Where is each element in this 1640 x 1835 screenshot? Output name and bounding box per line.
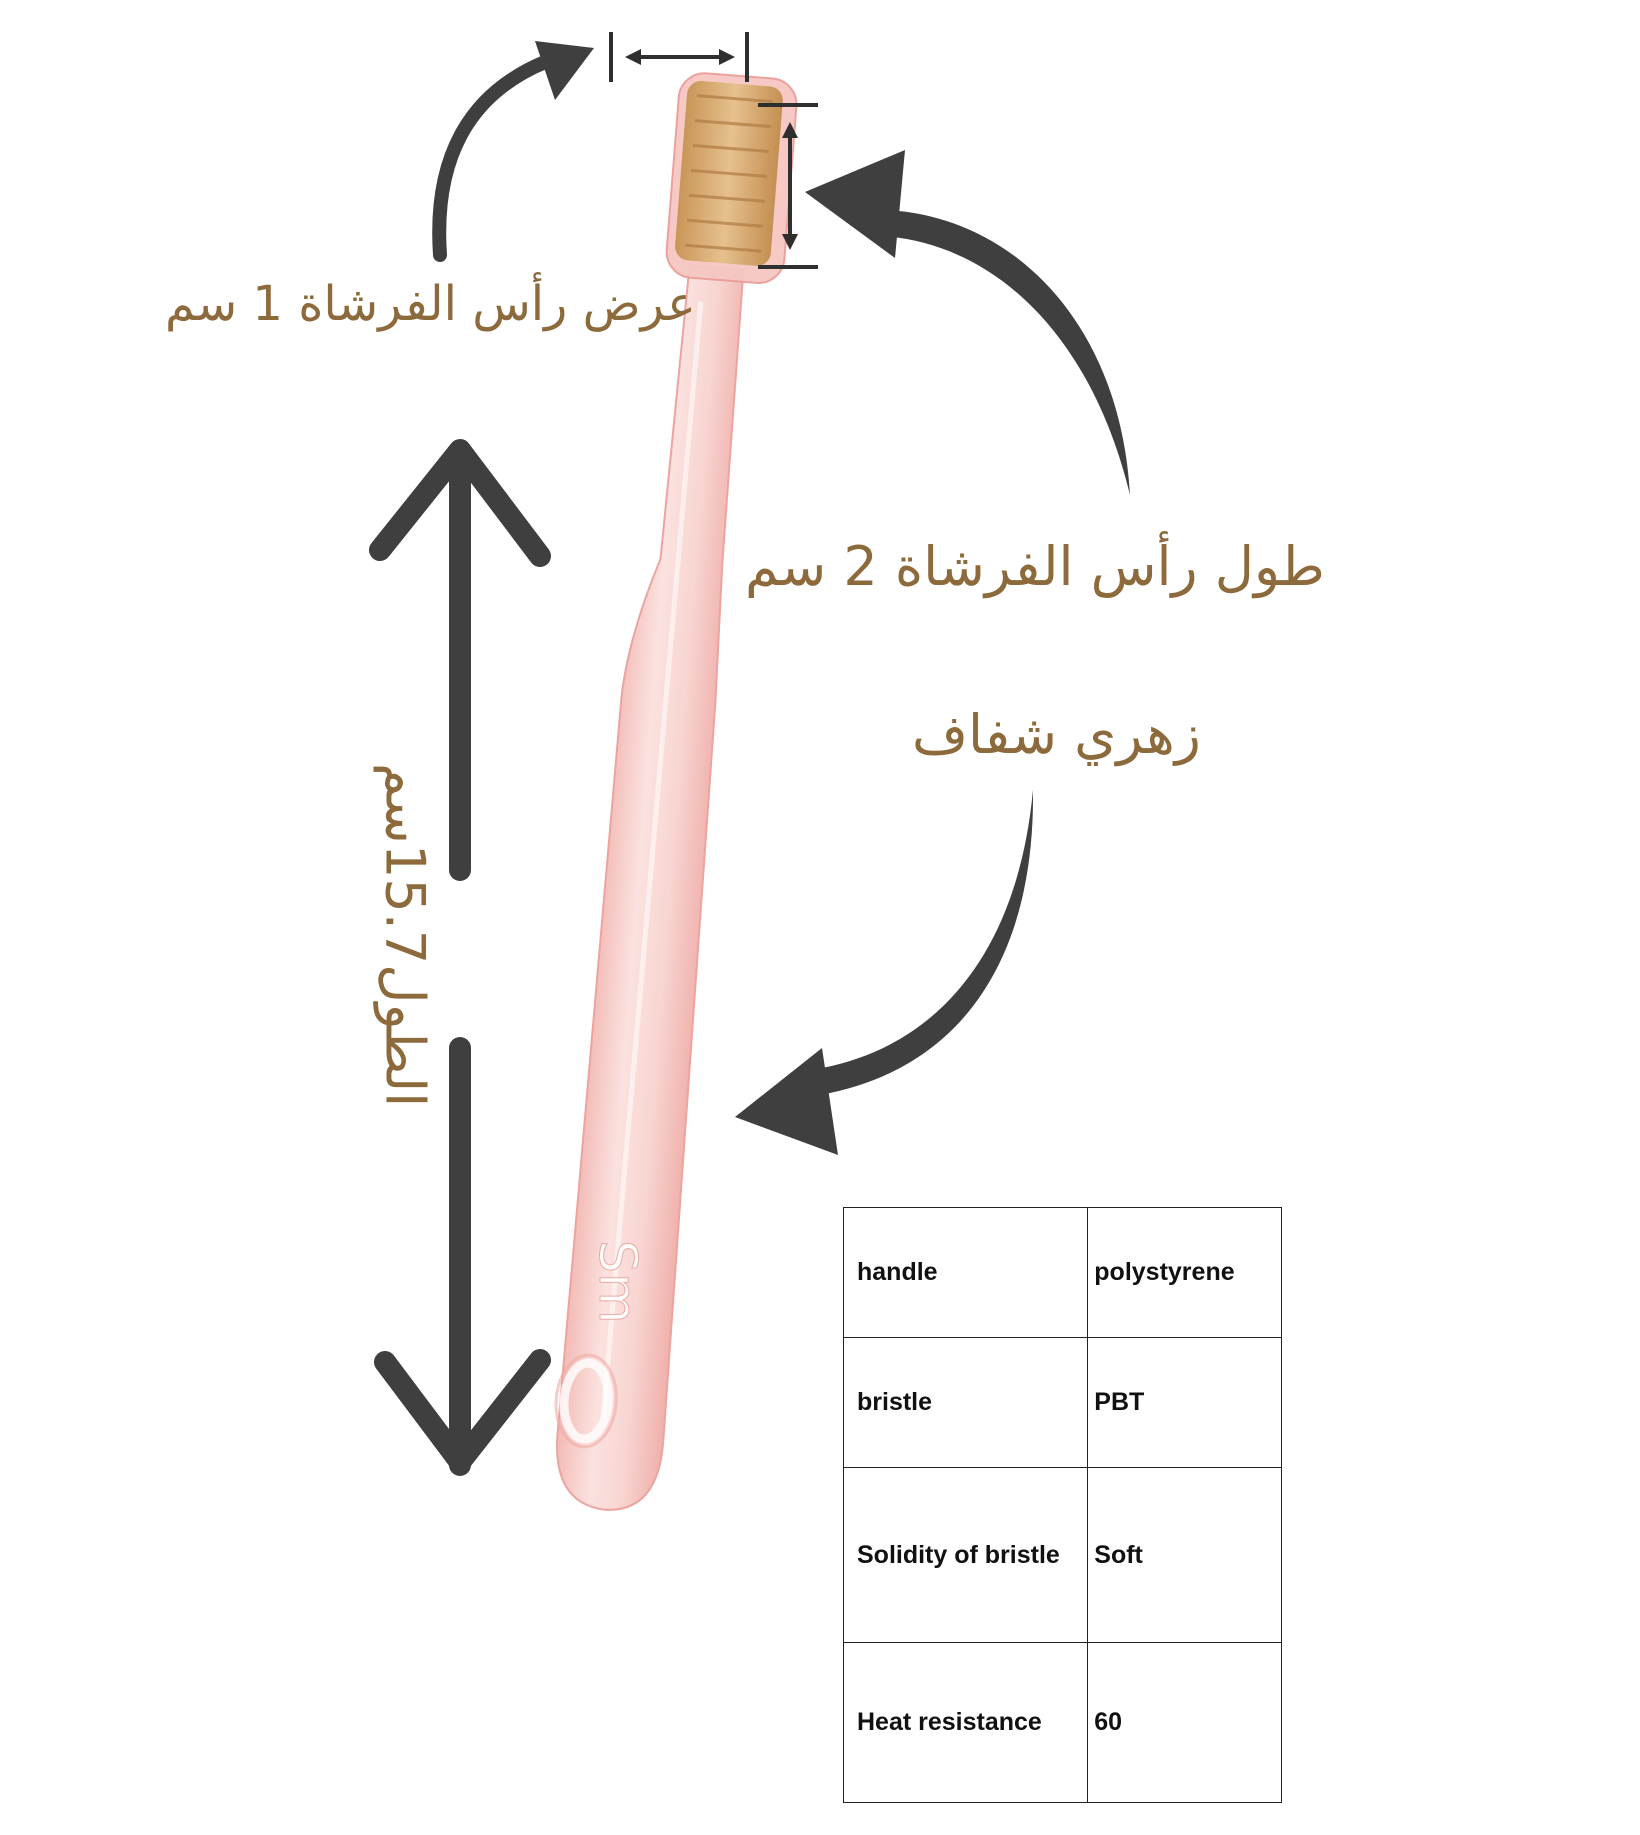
spec-key: bristle <box>844 1338 1088 1468</box>
spec-value: PBT <box>1088 1338 1282 1468</box>
spec-key: handle <box>844 1208 1088 1338</box>
brush-head-width-label: عرض رأس الفرشاة 1 سم <box>165 276 696 332</box>
color-label: زهري شفاف <box>912 703 1201 766</box>
curved-arrow-color <box>735 790 1033 1155</box>
table-row <box>844 1468 1282 1643</box>
brush-head-length-label: طول رأس الفرشاة 2 سم <box>745 535 1325 598</box>
brand-mark: Sm <box>587 1240 647 1324</box>
spec-table <box>843 1207 1282 1803</box>
total-length-label: الطول15.7سم <box>373 762 437 1108</box>
bristles <box>674 80 784 267</box>
curved-arrow-length <box>805 150 1130 495</box>
spec-key: Solidity of bristle <box>844 1468 1088 1643</box>
table-row <box>844 1643 1282 1803</box>
toothbrush-handle <box>552 262 756 1513</box>
spec-value: 60 <box>1088 1643 1282 1803</box>
spec-value: polystyrene <box>1088 1208 1282 1338</box>
spec-value: Soft <box>1088 1468 1282 1643</box>
curved-arrow-width <box>439 41 594 255</box>
table-row <box>844 1208 1282 1338</box>
spec-key: Heat resistance <box>844 1643 1088 1803</box>
table-row <box>844 1338 1282 1468</box>
